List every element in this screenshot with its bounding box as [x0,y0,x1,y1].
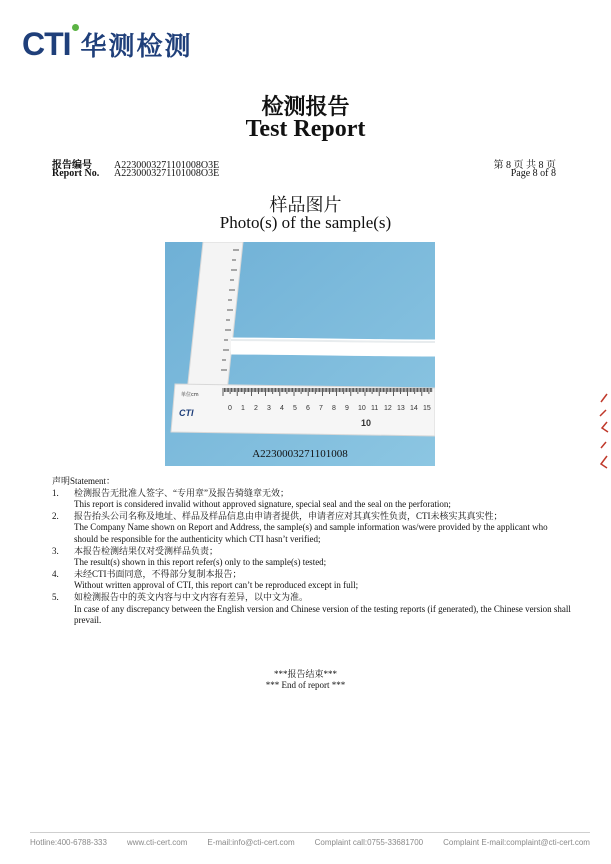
statement-item-cn: 本报告检测结果仅对受测样品负责； [74,545,219,556]
ruler-number: 13 [397,405,405,412]
ruler-number: 7 [319,405,323,412]
ruler-number: 1 [241,405,245,412]
sample-photo [165,242,435,466]
footer-hotline: Hotline:400-6788-333 [30,838,107,847]
ruler-number: 8 [332,405,336,412]
statement-item-en: The result(s) shown in this report refer(s) only to the sample(s) tested; [74,557,327,568]
page-number-en: Page 8 of 8 [510,168,556,179]
ruler-number: 2 [254,405,258,412]
ruler-number: 9 [345,405,349,412]
statement-heading: 声明Statement： [52,476,115,486]
statement-item-cn: 如检测报告中的英文内容与中文内容有差异，以中文为准。 [74,591,309,602]
ruler-ten-label: 10 [361,418,372,428]
statement-item [52,546,572,569]
statement-item-en: Without written approval of CTI, this report can’t be reproduced except in full; [74,580,359,591]
statement-item-en: This report is considered invalid without approved signature, special seal and the seal on the perforation; [74,499,451,510]
ruler-number: 14 [410,405,418,412]
statement-block [52,476,572,627]
company-logo [22,24,193,64]
statement-item-number: 3. [52,545,59,556]
section-title-en: Photo(s) of the sample(s) [219,213,392,232]
report-no-en-row [52,168,219,179]
page-footer [30,838,590,847]
ruler-number: 6 [306,405,310,412]
logo-dot-icon [72,24,79,31]
section-title-cn: 样品图片 [269,195,342,216]
footer-email: E-mail:info@cti-cert.com [207,838,295,847]
statement-item-en: In case of any discrepancy between the English version and Chinese version of the testing reports (if generated), the Chinese version shall prevail. [74,603,571,626]
seal-stamp-edge [597,392,611,472]
statement-item [52,569,572,592]
footer-divider [30,832,590,833]
logo-brand: CTI [22,26,71,63]
statement-item-cn: 未经CTI书面同意，不得部分复制本报告； [74,568,242,579]
photo-caption: A2230003271101008 [252,448,348,460]
report-no-label-en: Report No. [52,168,100,179]
sample-photo-illustration [165,242,435,466]
page-number-cn: 第 8 页 共 8 页 [493,160,556,171]
statement-item-number: 5. [52,591,59,602]
statement-item-cn: 报告抬头公司名称及地址、样品及样品信息由申请者提供，申请者应对其真实性负责，CTI未核实其真实性； [74,510,503,521]
ruler-unit-label: 单位cm [181,392,199,398]
statement-item-cn: 检测报告无批准人签字、“专用章”及报告骑缝章无效； [74,487,289,498]
statement-item [52,488,572,511]
ruler-number: 12 [384,405,392,412]
statement-item-number: 2. [52,510,59,521]
footer-complaint-email: Complaint E-mail:complaint@cti-cert.com [443,838,590,847]
logo-chinese-name: 华测检测 [80,31,193,62]
statement-item [52,592,572,627]
ruler-number: 15 [423,405,431,412]
statement-item-number: 1. [52,487,59,498]
ruler-number: 11 [371,405,379,412]
ruler-number: 5 [293,405,297,412]
ruler-number: 3 [267,405,271,412]
end-of-report-en: *** End of report *** [265,680,346,690]
footer-complaint-call: Complaint call:0755-33681700 [314,838,424,847]
page-title-en: Test Report [245,116,366,142]
report-no-label-cn: 报告编号 [52,160,92,171]
ruler-number: 4 [280,405,284,412]
report-no-value-en: A2230003271101008O3E [114,168,220,179]
ruler-number: 0 [228,405,232,412]
ruler-number: 10 [358,405,366,412]
statement-item-number: 4. [52,568,59,579]
statement-item [52,511,572,546]
end-of-report-cn: ***报告结束*** [273,669,337,679]
page-title-cn: 检测报告 [261,95,350,120]
footer-website: www.cti-cert.com [126,838,188,847]
statement-item-en: The Company Name shown on Report and Address, the sample(s) and sample information was/were provided by the applicant who should be responsible for the authenticity which CTI hasn’t verified; [74,522,548,544]
ruler-brand-label: CTI [179,408,194,418]
report-no-value: A2230003271101008O3E [114,160,220,171]
